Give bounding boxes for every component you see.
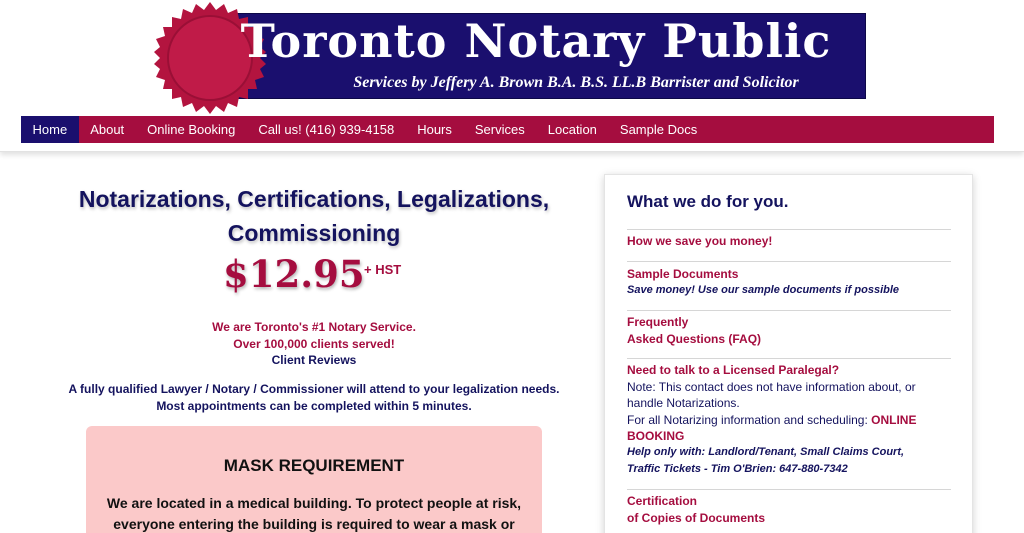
headline-line-2: Commissioning (227, 220, 401, 246)
tagline-number-one: We are Toronto's #1 Notary Service. (212, 320, 416, 334)
price-suffix: + HST (364, 262, 402, 277)
online-booking-link-2[interactable]: BOOKING (627, 429, 685, 443)
nav-call-us[interactable]: Call us! (416) 939-4158 (258, 122, 395, 137)
faq-link-line-2[interactable]: Asked Questions (FAQ) (627, 332, 762, 346)
help-line-2: Traffic Tickets - Tim O'Brien: 647-880-7342 (627, 463, 848, 475)
help-line-1: Help only with: Landlord/Tenant, Small Claims Court, (627, 446, 905, 458)
nav-online-booking[interactable]: Online Booking (147, 122, 236, 137)
info-appointments: Most appointments can be completed within 5 minutes. (156, 399, 472, 413)
price: $12.95 (223, 252, 365, 296)
mask-requirement-box (86, 426, 542, 533)
nav-services[interactable]: Services (474, 122, 525, 137)
nav-sample-docs[interactable]: Sample Docs (619, 122, 698, 137)
info-lawyer: A fully qualified Lawyer / Notary / Commissioner will attend to your legalization needs. (68, 382, 560, 396)
nav-home[interactable]: Home (21, 116, 79, 143)
nav-location[interactable]: Location (547, 122, 597, 137)
certification-link-line-2[interactable]: of Copies of Documents (627, 511, 766, 525)
divider (627, 310, 951, 311)
sidebar (604, 174, 973, 533)
site-title: Toronto Notary Public (240, 14, 832, 68)
site-header (0, 0, 1024, 152)
divider (627, 358, 951, 359)
save-money-link[interactable]: How we save you money! (627, 234, 773, 248)
tagline-clients-served: Over 100,000 clients served! (233, 337, 395, 351)
site-subtitle: Services by Jeffery A. Brown B.A. B.S. LL.B Barrister and Solicitor (353, 74, 799, 91)
paralegal-note-4 (627, 429, 684, 443)
divider (627, 229, 951, 230)
divider (627, 261, 951, 262)
certification-link-line-1[interactable]: Certification (627, 494, 698, 508)
paralegal-note-3 (627, 413, 916, 427)
sample-documents-link[interactable]: Sample Documents (627, 267, 739, 281)
faq-link-line-1[interactable]: Frequently (627, 315, 689, 329)
main-nav (21, 116, 994, 143)
scheduling-text: For all Notarizing information and scheduling: (627, 413, 868, 427)
nav-about[interactable]: About (90, 122, 125, 137)
sample-documents-note: Save money! Use our sample documents if possible (627, 284, 900, 296)
paralegal-note-2: handle Notarizations. (627, 396, 740, 410)
online-booking-link[interactable]: ONLINE (871, 413, 917, 427)
headline-line-1: Notarizations, Certifications, Legalizations, (78, 186, 550, 212)
page-headline (60, 182, 568, 250)
mask-title: MASK REQUIREMENT (223, 456, 405, 475)
client-reviews-link[interactable]: Client Reviews (271, 353, 357, 367)
paralegal-link[interactable]: Need to talk to a Licensed Paralegal? (627, 363, 840, 377)
mask-text (96, 493, 532, 533)
sidebar-title: What we do for you. (627, 192, 789, 211)
mask-text-line-2: everyone entering the building is required to wear a mask or (113, 516, 515, 532)
mask-text-line-1: We are located in a medical building. To protect people at risk, (106, 495, 522, 511)
nav-hours[interactable]: Hours (417, 122, 452, 137)
paralegal-note-1: Note: This contact does not have information about, or (627, 380, 916, 394)
divider (627, 489, 951, 490)
